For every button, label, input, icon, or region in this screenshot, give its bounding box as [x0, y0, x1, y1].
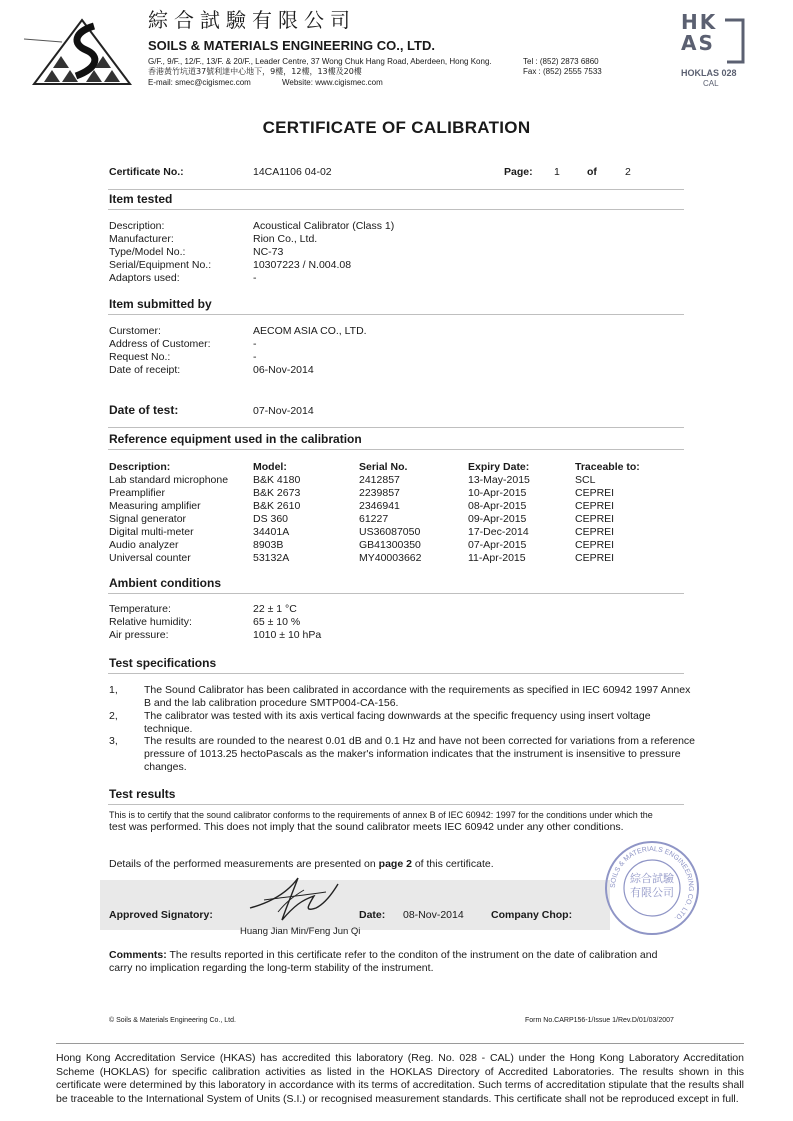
- field-label: Type/Model No.:: [109, 246, 186, 258]
- field-label: Request No.:: [109, 351, 171, 363]
- field-value: Acoustical Calibrator (Class 1): [253, 220, 395, 232]
- table-cell: Audio analyzer: [109, 539, 179, 551]
- table-cell: B&K 2610: [253, 500, 301, 512]
- table-cell: GB41300350: [359, 539, 421, 551]
- field-label: Relative humidity:: [109, 616, 192, 628]
- email: E-mail: smec@cigismec.com: [148, 78, 251, 87]
- table-cell: CEPREI: [575, 513, 615, 525]
- stamp-line-1: 綜合試驗: [630, 872, 674, 885]
- field-value: 06-Nov-2014: [253, 364, 314, 376]
- spec-text: The calibrator was tested with its axis vertical facing downwards at the specific frequency using insert voltage technique.: [144, 710, 651, 735]
- signature-graphic: [242, 872, 342, 924]
- divider: [108, 593, 684, 594]
- results-text-line-1: This is to certify that the sound calibrator conforms to the requirements of annex B of IEC 60942: 1997 for the conditions under which the: [109, 810, 653, 820]
- section-heading-item-tested: Item tested: [109, 192, 173, 206]
- table-cell: US36087050: [359, 526, 421, 538]
- details-page-ref: page 2: [378, 858, 412, 870]
- table-cell: 8903B: [253, 539, 284, 551]
- table-cell: Signal generator: [109, 513, 187, 525]
- comments-line-2: carry no implication regarding the long-term stability of the instrument.: [109, 962, 434, 974]
- table-cell: DS 360: [253, 513, 289, 525]
- table-cell: CEPREI: [575, 552, 615, 564]
- table-cell: MY40003662: [359, 552, 422, 564]
- divider: [108, 673, 684, 674]
- field-value: -: [253, 338, 257, 350]
- certificate-no-value: 14CA1106 04-02: [253, 166, 332, 178]
- accreditation-statement: Hong Kong Accreditation Service (HKAS) has accredited this laboratory (Reg. No. 028 - CAL) under the Hong Kong Laboratory Accreditation Scheme (HOKLAS) for specific calibration activities as listed in the HOKLAS Directory of Accredited Laboratories. The results shown in this certificate were determined by this laboratory in accordance with its terms of accreditation. Such terms of accreditation stipulate that the results shall be traceable to the International System of Units (S.I.) or recognised measurement standards. This certificate shall not be reproduced except in full.: [56, 1052, 744, 1105]
- stamp-ring-text: SOILS & MATERIALS ENGINEERING CO. LTD.: [609, 845, 695, 922]
- company-name-english: SOILS & MATERIALS ENGINEERING CO., LTD.: [148, 38, 435, 53]
- divider: [108, 427, 684, 428]
- approved-signatory-label: Approved Signatory:: [109, 909, 213, 921]
- field-label: Air pressure:: [109, 629, 169, 641]
- field-value: 22 ± 1 °C: [253, 603, 297, 615]
- table-cell: 11-Apr-2015: [468, 552, 526, 564]
- divider: [108, 804, 684, 805]
- table-cell: 2346941: [359, 500, 400, 512]
- section-heading-reference-equipment: Reference equipment used in the calibration: [109, 432, 362, 446]
- section-heading-test-specifications: Test specifications: [109, 656, 217, 670]
- certificate-no-label: Certificate No.:: [109, 166, 184, 178]
- table-cell: 2412857: [359, 474, 400, 486]
- signing-date-label: Date:: [359, 909, 386, 921]
- table-cell: 34401A: [253, 526, 290, 538]
- hoklas-text: HOKLAS 028: [681, 68, 737, 78]
- section-heading-test-results: Test results: [109, 787, 176, 801]
- details-note: [109, 858, 494, 871]
- table-cell: 07-Apr-2015: [468, 539, 527, 551]
- signatory-band: [100, 880, 610, 930]
- hkas-logo: [681, 12, 749, 92]
- field-label: Date of receipt:: [109, 364, 181, 376]
- form-number: Form No.CARP156-1/Issue 1/Rev.D/01/03/2007: [525, 1017, 674, 1024]
- document-title: CERTIFICATE OF CALIBRATION: [262, 118, 531, 137]
- divider: [108, 449, 684, 450]
- table-cell: Preamplifier: [109, 487, 166, 499]
- field-label: Description:: [109, 220, 165, 232]
- field-value: NC-73: [253, 246, 284, 258]
- hkas-logo-text: HKAS: [681, 10, 718, 55]
- table-cell: 17-Dec-2014: [468, 526, 529, 538]
- field-value: AECOM ASIA CO., LTD.: [253, 325, 367, 337]
- column-header: Description:: [109, 461, 171, 473]
- table-cell: B&K 2673: [253, 487, 301, 499]
- spec-text: The Sound Calibrator has been calibrated in accordance with the requirements as specified in IEC 60942 1997 Annex B and the lab calibration procedure SMTP004-CA-156.: [144, 684, 691, 709]
- stamp-line-2: 有限公司: [630, 886, 674, 899]
- date-of-test-label: Date of test:: [109, 403, 179, 417]
- table-cell: B&K 4180: [253, 474, 301, 486]
- fax: Fax : (852) 2555 7533: [523, 67, 602, 76]
- section-heading-ambient-conditions: Ambient conditions: [109, 576, 221, 590]
- address-chinese: 香港黃竹坑道37號利達中心地下，9樓，12樓，13樓及20樓: [148, 67, 362, 76]
- field-label: Serial/Equipment No.:: [109, 259, 212, 271]
- field-label: Temperature:: [109, 603, 171, 615]
- comments-line-1: [109, 949, 657, 962]
- comments-label: Comments:: [109, 949, 167, 961]
- divider: [108, 209, 684, 210]
- table-cell: Lab standard microphone: [109, 474, 229, 486]
- table-cell: CEPREI: [575, 526, 615, 538]
- field-label: Address of Customer:: [109, 338, 211, 350]
- table-cell: Digital multi-meter: [109, 526, 194, 538]
- field-value: -: [253, 272, 257, 284]
- field-value: 65 ± 10 %: [253, 616, 301, 628]
- field-value: 10307223 / N.004.08: [253, 259, 352, 271]
- field-label: Curstomer:: [109, 325, 161, 337]
- company-stamp: [602, 838, 702, 938]
- website: Website: www.cigismec.com: [282, 78, 383, 87]
- table-cell: 53132A: [253, 552, 290, 564]
- results-text-line-2: test was performed. This does not imply that the sound calibrator meets IEC 60942 under any other conditions.: [109, 821, 624, 833]
- page-number: 1: [554, 166, 560, 178]
- company-logo: [22, 18, 137, 86]
- table-cell: 13-May-2015: [468, 474, 530, 486]
- details-prefix: Details of the performed measurements are presented on: [109, 858, 379, 870]
- table-cell: 08-Apr-2015: [468, 500, 527, 512]
- signatory-name: Huang Jian Min/Feng Jun Qi: [240, 926, 361, 937]
- table-cell: SCL: [575, 474, 596, 486]
- address-english: G/F., 9/F., 12/F., 13/F. & 20/F., Leader Centre, 37 Wong Chuk Hang Road, Aberdeen, Hong Kong.: [148, 57, 492, 66]
- signing-date-value: 08-Nov-2014: [403, 909, 464, 921]
- field-value: -: [253, 351, 257, 363]
- table-cell: 2239857: [359, 487, 400, 499]
- spec-number: 2,: [109, 710, 118, 722]
- page-label: Page:: [504, 166, 533, 178]
- comments-text: The results reported in this certificate refer to the conditon of the instrument on the date of calibration and: [166, 949, 658, 961]
- table-cell: 09-Apr-2015: [468, 513, 527, 525]
- table-cell: Universal counter: [109, 552, 191, 564]
- divider: [56, 1043, 744, 1044]
- company-name-chinese: 綜合試驗有限公司: [148, 8, 356, 32]
- table-cell: CEPREI: [575, 500, 615, 512]
- field-value: Rion Co., Ltd.: [253, 233, 318, 245]
- spec-text: The results are rounded to the nearest 0.01 dB and 0.1 Hz and have not been corrected for variations from a reference pressure of 1013.25 hectoPascals as the maker's information indicates that the instrument is insensitive to pressure changes.: [144, 735, 695, 773]
- of-label: of: [587, 166, 597, 178]
- divider: [108, 189, 684, 190]
- column-header: Expiry Date:: [468, 461, 530, 473]
- details-suffix: of this certificate.: [411, 858, 494, 870]
- company-chop-label: Company Chop:: [491, 909, 573, 921]
- section-heading-item-submitted: Item submitted by: [109, 297, 212, 311]
- table-cell: Measuring amplifier: [109, 500, 201, 512]
- telephone: Tel : (852) 2873 6860: [523, 57, 599, 66]
- table-cell: CEPREI: [575, 487, 615, 499]
- table-cell: 61227: [359, 513, 389, 525]
- copyright: © Soils & Materials Engineering Co., Ltd.: [109, 1017, 236, 1024]
- date-of-test-value: 07-Nov-2014: [253, 405, 314, 417]
- field-label: Adaptors used:: [109, 272, 180, 284]
- column-header: Serial No.: [359, 461, 408, 473]
- stamp-chinese-text: [626, 872, 678, 900]
- cal-text: CAL: [703, 79, 719, 88]
- column-header: Traceable to:: [575, 461, 640, 473]
- field-value: 1010 ± 10 hPa: [253, 629, 322, 641]
- page-total: 2: [625, 166, 631, 178]
- table-cell: 10-Apr-2015: [468, 487, 527, 499]
- table-cell: CEPREI: [575, 539, 615, 551]
- spec-number: 3,: [109, 735, 118, 747]
- column-header: Model:: [253, 461, 287, 473]
- divider: [108, 314, 684, 315]
- spec-number: 1,: [109, 684, 118, 696]
- field-label: Manufacturer:: [109, 233, 174, 245]
